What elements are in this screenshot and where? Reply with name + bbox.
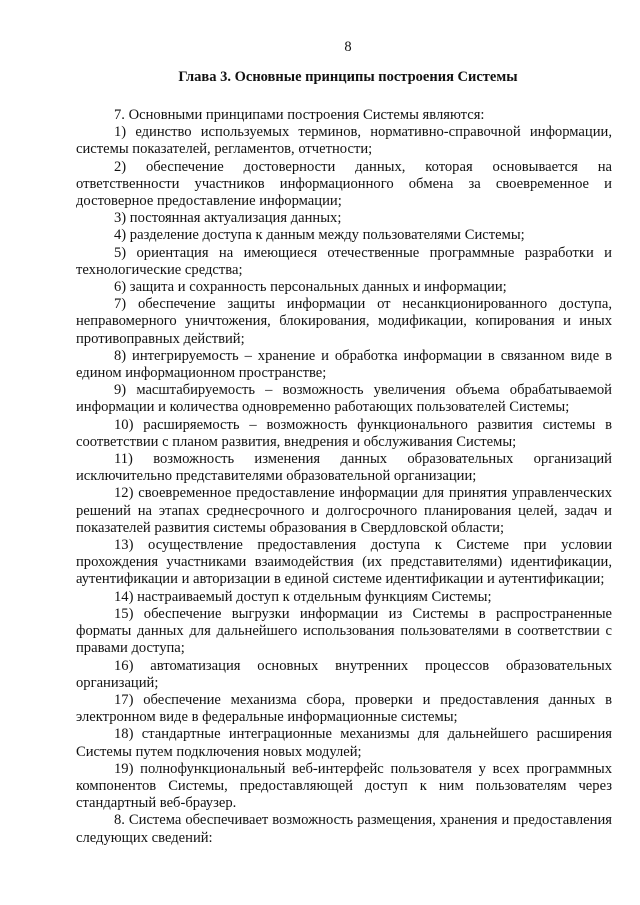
list-item-2: 2) обеспечение достоверности данных, которая основывается на ответственности участников информационного обмена за своевременное и достоверное предоставление информации; bbox=[76, 158, 612, 210]
list-item-8: 8) интегрируемость – хранение и обработка информации в связанном виде в едином информационном пространстве; bbox=[76, 347, 612, 382]
list-item-13: 13) осуществление предоставления доступа к Системе при условии прохождения участниками взаимодействия (их представителями) идентификации, аутентификации и авторизации в единой системе идентификации и аутентификации; bbox=[76, 537, 612, 588]
list-item-14: 14) настраиваемый доступ к отдельным функциям Системы; bbox=[114, 588, 492, 605]
list-item-5: 5) ориентация на имеющиеся отечественные программные разработки и технологические средства; bbox=[76, 244, 612, 278]
list-item-19: 19) полнофункциональный веб-интерфейс пользователя у всех программных компонентов Системы, предоставляющей доступ к ним пользователям через стандартный веб-браузер. bbox=[76, 760, 612, 812]
list-item-7: 7) обеспечение защиты информации от несанкционированного доступа, неправомерного уничтожения, блокирования, модификации, копирования и иных противоправных действий; bbox=[76, 296, 612, 347]
body-text bbox=[76, 107, 612, 847]
list-item-12: 12) своевременное предоставление информации для принятия управленческих решений на этапах среднесрочного и долгосрочного планирования целей, задач и показателей развития системы образования в Свердловской области; bbox=[76, 485, 612, 536]
list-item-15: 15) обеспечение выгрузки информации из Системы в распространенные форматы данных для дальнейшего использования пользователями в соответствии с правами доступа; bbox=[76, 605, 612, 657]
list-item-4: 4) разделение доступа к данным между пользователями Системы; bbox=[114, 227, 525, 244]
list-item-6: 6) защита и сохранность персональных данных и информации; bbox=[114, 279, 507, 296]
list-item-17: 17) обеспечение механизма сбора, проверки и предоставления данных в электронном виде в федеральные информационные системы; bbox=[76, 691, 612, 726]
page-number: 8 bbox=[344, 39, 352, 55]
list-item-3: 3) постоянная актуализация данных; bbox=[114, 210, 342, 227]
list-item-10: 10) расширяемость – возможность функционального развития системы в соответствии с планом развития, внедрения и обслуживания Системы; bbox=[76, 416, 612, 450]
list-item-1: 1) единство используемых терминов, нормативно-справочной информации, системы показателей, регламентов, отчетности; bbox=[76, 124, 612, 158]
chapter-title: Глава 3. Основные принципы построения Системы bbox=[178, 69, 518, 85]
list-item-16: 16) автоматизация основных внутренних процессов образовательных организаций; bbox=[76, 657, 612, 691]
list-item-11: 11) возможность изменения данных образовательных организаций исключительно представителями образовательной организации; bbox=[76, 451, 612, 485]
paragraph-7-intro: 7. Основными принципами построения Системы являются: bbox=[114, 107, 485, 123]
list-item-18: 18) стандартные интеграционные механизмы для дальнейшего расширения Системы путем подключения новых модулей; bbox=[76, 726, 612, 760]
list-item-9: 9) масштабируемость – возможность увеличения объема обрабатываемой информации и количества одновременно работающих пользователей Системы; bbox=[76, 382, 612, 416]
paragraph-8-intro: 8. Система обеспечивает возможность размещения, хранения и предоставления следующих сведений: bbox=[76, 812, 612, 846]
